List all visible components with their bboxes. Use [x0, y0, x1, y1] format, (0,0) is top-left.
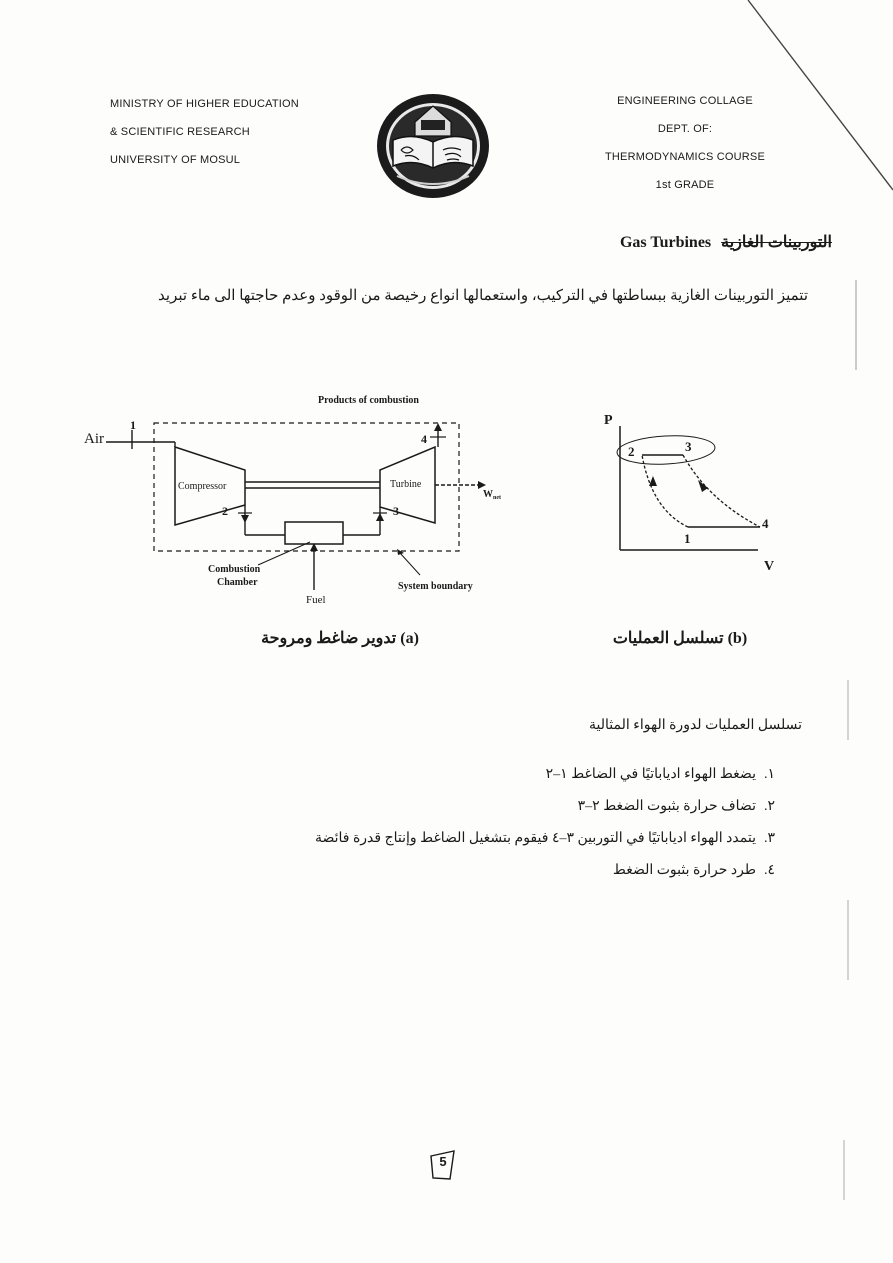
work-output-label: $W_{net}$: [483, 489, 501, 501]
state2-label: 2: [222, 504, 228, 518]
process-3-4: [683, 455, 760, 527]
header-left-block: [110, 90, 299, 174]
pv-state1-label: 1: [684, 531, 691, 546]
list-item: [260, 796, 775, 828]
pv-state4-label: 4: [762, 516, 769, 531]
products-label: Products of combustion: [318, 395, 419, 406]
grade-line: 1st GRADE: [655, 179, 715, 191]
process-heading: تسلسل العمليات لدورة الهواء المثالية: [589, 718, 802, 733]
page-number-value: 5: [439, 1154, 447, 1169]
pv-state3-label: 3: [685, 439, 692, 454]
state1-label: 1: [130, 418, 136, 432]
state4-label: 4: [421, 432, 427, 446]
course-line: THERMODYNAMICS COURSE: [604, 151, 766, 163]
university-line: UNIVERSITY OF MOSUL: [110, 154, 241, 166]
step-text: يتمدد الهواء ادياباتيًا في التوربين ٣–٤ فيقوم بتشغيل الضاغط وإنتاج قدرة فائضة: [314, 831, 756, 846]
step-number: ٣.: [763, 831, 775, 846]
intro-paragraph: تتميز التوربينات الغازية ببساطتها في التركيب، واستعمالها انواع رخيصة من الوقود وعدم حاجتها الى ماء تبريد: [158, 288, 808, 304]
step-text: تضاف حرارة بثبوت الضغط ٢–٣: [577, 799, 756, 814]
list-item: [260, 828, 775, 860]
state3-label: 3: [393, 504, 399, 518]
step-text: طرد حرارة بثبوت الضغط: [612, 863, 756, 878]
college-line: ENGINEERING COLLAGE: [617, 95, 753, 107]
page-title: [560, 232, 832, 252]
v-axis-label: V: [764, 559, 775, 574]
title-arabic: التوربينات الغازية: [721, 234, 832, 251]
gas-turbine-schematic: [80, 385, 510, 615]
caption-a: (a) تدوير ضاغط ومروحة: [261, 630, 419, 647]
scan-margin-marks: [830, 280, 860, 1240]
step-number: ٢.: [763, 799, 775, 814]
page-number: [428, 1148, 458, 1182]
scan-corner-line: [700, 0, 893, 200]
combustion-label-line1: Combustion: [208, 564, 261, 575]
research-line: & SCIENTIFIC RESEARCH: [110, 126, 250, 138]
compressor-label: Compressor: [178, 481, 227, 492]
boundary-label: System boundary: [398, 581, 473, 592]
list-item: [260, 764, 775, 796]
title-english: Gas Turbines: [619, 234, 712, 251]
turbine-label: Turbine: [390, 479, 422, 490]
fuel-label: Fuel: [306, 594, 326, 606]
p-axis-label: P: [604, 413, 613, 428]
step-text: يضغط الهواء ادياباتيًا في الضاغط ١–٢: [545, 767, 756, 782]
university-logo: [375, 92, 491, 200]
step-number: ٤.: [763, 863, 775, 878]
department-line: DEPT. OF:: [657, 123, 713, 135]
list-item: [260, 860, 775, 892]
process-1-2: [642, 455, 688, 527]
air-label: Air: [84, 431, 104, 447]
combustion-chamber: [285, 522, 343, 544]
caption-b: (b) تسلسل العمليات: [612, 630, 748, 647]
pv-state2-label: 2: [628, 444, 635, 459]
step-number: ١.: [763, 767, 775, 782]
combustion-label-line2: Chamber: [217, 577, 258, 588]
process-steps: [260, 764, 775, 892]
ministry-line: MINISTRY OF HIGHER EDUCATION: [110, 98, 299, 110]
pv-diagram: [598, 400, 798, 580]
